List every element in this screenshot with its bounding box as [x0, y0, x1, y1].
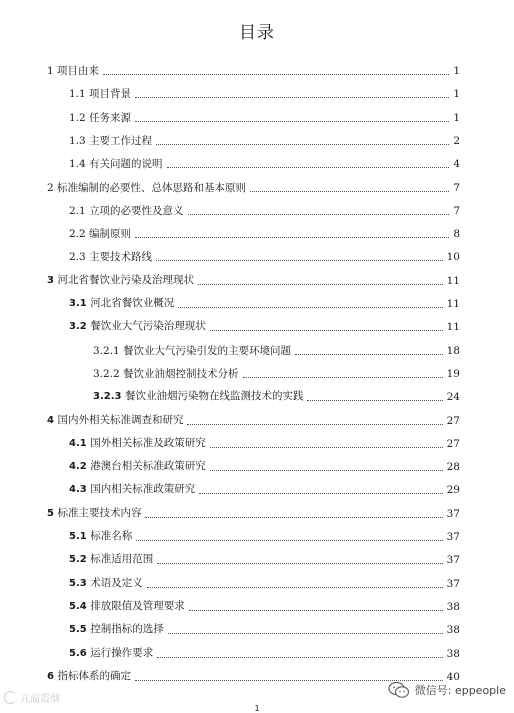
wechat-id-text: 微信号: eppeople: [414, 684, 506, 697]
toc-entry-text: 餐饮业油烟污染物在线监测技术的实践: [124, 390, 304, 403]
toc-entry-label: 1.3 主要工作过程: [69, 134, 153, 147]
toc-entry-label: [69, 296, 176, 311]
dot-leader: [103, 74, 449, 75]
toc-entry-text: 河北省餐饮业污染及治理现状: [57, 273, 194, 286]
toc-entry[interactable]: [69, 571, 460, 591]
toc-entry-number: 3: [47, 274, 58, 286]
toc-entry-page: 27: [446, 437, 460, 450]
toc-entry-label: [69, 319, 208, 334]
toc-entry-page: 37: [446, 531, 460, 543]
toc-entry-text: 标准主要技术内容: [57, 506, 142, 519]
toc-entry-number: 4.1: [69, 437, 91, 449]
toc-entry[interactable]: [69, 198, 460, 218]
toc-entry-text: 国外相关标准及政策研究: [90, 436, 206, 449]
wechat-watermark: [388, 681, 506, 699]
toc-entry-page: 11: [446, 321, 460, 334]
dot-leader: [157, 657, 442, 658]
toc-entry[interactable]: [93, 384, 460, 404]
toc-entry-label: 1.4 有关问题的说明: [69, 158, 163, 171]
toc-entry-label: 2.2 编制原则: [69, 228, 132, 241]
toc-entry-label: 3.2.2 餐饮业油烟控制技术分析: [93, 367, 239, 380]
toc-entry-text: 河北省餐饮业概况: [90, 297, 175, 309]
toc-entry-text: 指标体系的确定: [57, 669, 131, 682]
swirl-icon: [4, 691, 17, 704]
toc-entry-text: 国内相关标准政策研究: [90, 483, 196, 496]
watermark-left-text: 亢溢霞烟: [20, 694, 60, 705]
toc-entry-page: 1: [453, 111, 460, 124]
toc-entry-text: 控制指标的选择: [90, 623, 164, 636]
toc-entry-page: 38: [446, 647, 460, 660]
toc-entry-page: 28: [446, 461, 460, 474]
toc-entry-page: 7: [453, 181, 460, 194]
dot-leader: [188, 214, 450, 215]
toc-entry-number: 4: [47, 414, 58, 426]
toc-entry-number: 5: [47, 507, 58, 519]
dot-leader: [157, 563, 442, 564]
toc-entry-page: 1: [453, 88, 460, 101]
toc-entry[interactable]: [69, 477, 460, 497]
toc-entry[interactable]: [69, 431, 460, 451]
dot-leader: [156, 260, 443, 261]
watermark-left: [4, 690, 60, 705]
toc-entry-number: 6: [47, 670, 58, 682]
toc-entry-page: 7: [453, 204, 460, 217]
toc-entry-text: 术语及定义: [90, 576, 143, 589]
toc-entry-label: [69, 459, 208, 474]
toc-entry-page: 11: [446, 298, 460, 310]
toc-entry-number: 5.4: [69, 600, 91, 612]
toc-entry-label: [47, 506, 143, 521]
toc-entry-page: 24: [446, 391, 460, 404]
toc-entry-number: 5.5: [69, 624, 91, 636]
dot-leader: [147, 587, 443, 588]
dot-leader: [243, 377, 443, 378]
dot-leader: [167, 167, 450, 168]
toc-entry-label: 2 标准编制的必要性、总体思路和基本原则: [47, 181, 247, 194]
toc-entry-page: 10: [446, 251, 460, 264]
toc-entry[interactable]: [69, 617, 460, 637]
toc-entry-number: 3.2: [69, 321, 91, 333]
toc-entry-label: [47, 273, 196, 288]
toc-entry-number: 4.2: [69, 461, 91, 473]
toc-entry-label: [69, 646, 155, 661]
toc-entry[interactable]: [69, 151, 460, 171]
toc-entry-page: 19: [446, 367, 460, 380]
dot-leader: [210, 447, 443, 448]
toc-entry[interactable]: [69, 547, 460, 567]
toc-entry-text: 标准名称: [90, 530, 133, 542]
dot-leader: [198, 284, 443, 285]
toc-entry-number: 5.6: [69, 647, 91, 659]
toc-entry-page: 1: [453, 65, 460, 77]
toc-entry-text: 港澳台相关标准政策研究: [90, 460, 206, 473]
toc-entry-label: [69, 436, 208, 451]
dot-leader: [189, 610, 443, 611]
toc-entry-text: 标准适用范围: [90, 553, 154, 566]
toc-entry-label: [47, 413, 185, 428]
toc-entry-label: 2.3 主要技术路线: [69, 251, 153, 264]
dot-leader: [156, 144, 449, 145]
dot-leader: [187, 424, 442, 425]
toc-entry-page: 29: [446, 484, 460, 497]
dot-leader: [135, 97, 449, 98]
toc-entry[interactable]: [47, 268, 460, 288]
toc-entry-label: 2.1 立项的必要性及意义: [69, 204, 184, 217]
toc-entry-page: 4: [453, 158, 460, 171]
dot-leader: [250, 191, 449, 192]
toc-entry[interactable]: [93, 361, 460, 381]
toc-entry[interactable]: [93, 338, 460, 358]
dot-leader: [307, 400, 442, 401]
toc-entry-number: 5.1: [69, 531, 91, 542]
toc-entry[interactable]: [69, 524, 460, 544]
dot-leader: [295, 354, 443, 355]
toc-entry-number: 5.3: [69, 577, 91, 589]
toc-entry-label: [69, 622, 166, 637]
dot-leader: [145, 517, 442, 518]
toc-entry[interactable]: [69, 81, 460, 101]
toc-entry-page: 18: [446, 344, 460, 357]
toc-entry-page: 37: [446, 554, 460, 567]
toc-entry[interactable]: [69, 244, 460, 264]
dot-leader: [210, 330, 443, 331]
dot-leader: [199, 493, 442, 494]
toc-entry-label: [69, 482, 197, 497]
toc-entry-label: [69, 576, 145, 591]
toc-entry-label: [69, 529, 134, 544]
page-number: 1: [254, 704, 260, 713]
dot-leader: [168, 633, 443, 634]
dot-leader: [136, 540, 442, 541]
toc-entry-page: 38: [446, 624, 460, 637]
toc-entry-page: 40: [446, 670, 460, 683]
toc-entry-label: [93, 389, 305, 404]
toc-entry[interactable]: [47, 175, 460, 195]
toc-entry[interactable]: [69, 128, 460, 148]
toc-entry-label: [47, 669, 133, 684]
toc-entry-text: 排放限值及管理要求: [90, 599, 185, 612]
toc-entry-label: 1.2 任务来源: [69, 111, 132, 124]
dot-leader: [210, 470, 443, 471]
toc-entry-number: 3.1: [69, 298, 91, 309]
toc-title: 目录: [239, 23, 275, 43]
toc-entry-page: 11: [446, 274, 460, 287]
toc-entry-page: 37: [446, 507, 460, 520]
toc-entry[interactable]: [69, 454, 460, 474]
toc-entry-page: 8: [453, 228, 460, 241]
toc-entry-label: [69, 552, 155, 567]
dot-leader: [135, 237, 449, 238]
toc-entry-label: 1.1 项目背景: [69, 88, 132, 101]
toc-entry-page: 27: [446, 414, 460, 427]
toc-entry-number: 5.2: [69, 554, 91, 566]
toc-entry-number: 3.2.3: [93, 391, 125, 403]
toc-entry-number: 4.3: [69, 484, 91, 496]
toc-entry-page: 37: [446, 577, 460, 590]
toc-entry-label: 1 项目由来: [47, 65, 100, 77]
toc-entry[interactable]: [69, 105, 460, 125]
toc-entry[interactable]: [69, 221, 460, 241]
dot-leader: [178, 307, 442, 308]
toc-entry-page: 38: [446, 600, 460, 613]
toc-entry[interactable]: [69, 594, 460, 614]
toc-entry[interactable]: [69, 291, 460, 311]
toc-entry[interactable]: [69, 641, 460, 661]
toc-entry-page: 2: [453, 134, 460, 147]
toc-entry[interactable]: [47, 501, 460, 521]
toc-entry-label: 3.2.1 餐饮业大气污染引发的主要环境问题: [93, 344, 292, 357]
toc-entry[interactable]: [47, 58, 460, 78]
toc-entry-text: 餐饮业大气污染治理现状: [90, 320, 206, 333]
toc-entry[interactable]: [47, 408, 460, 428]
toc-entry[interactable]: [69, 314, 460, 334]
toc-entry-text: 国内外相关标准调查和研究: [57, 413, 184, 426]
dot-leader: [135, 121, 449, 122]
wechat-icon: [388, 681, 410, 699]
toc-entry-text: 运行操作要求: [90, 646, 154, 659]
toc-entry-label: [69, 599, 187, 614]
